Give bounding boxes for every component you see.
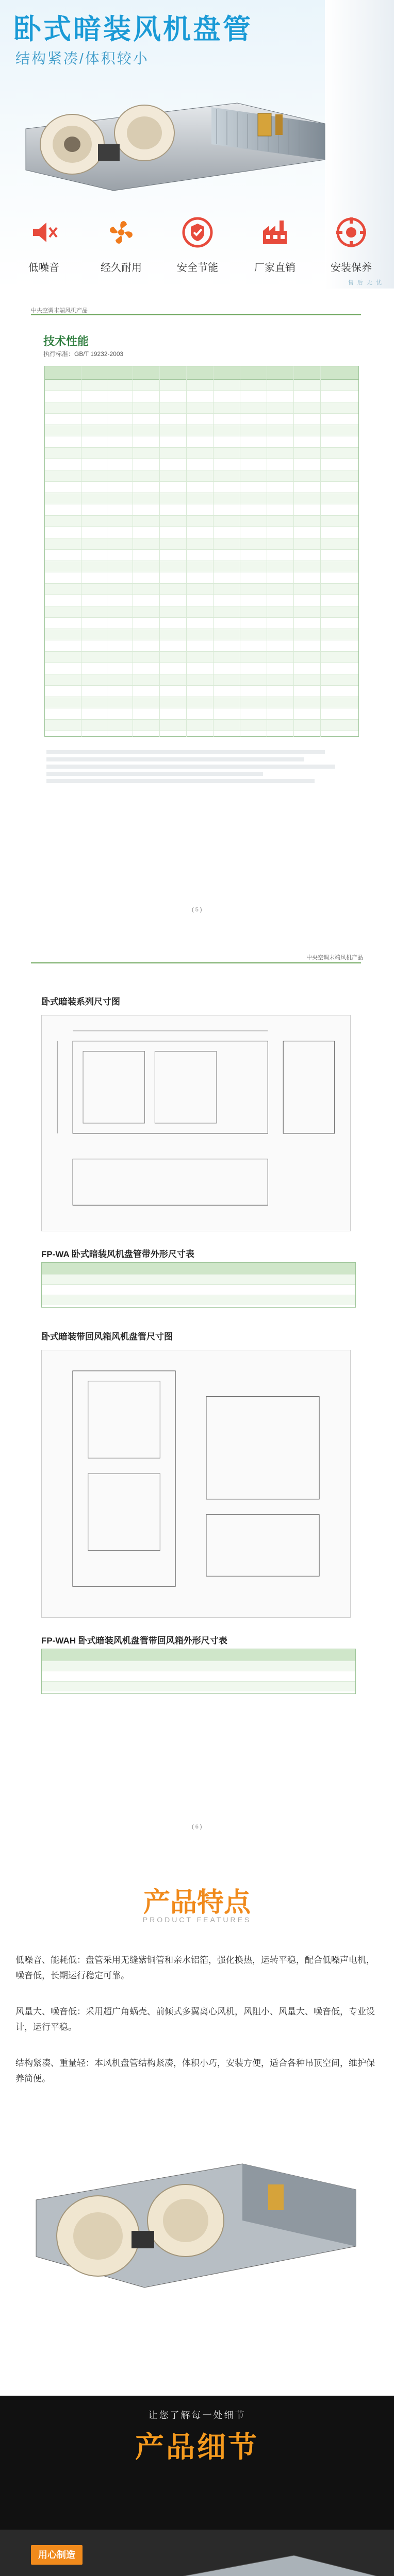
quality-tag: 用心制造 <box>31 2545 83 2565</box>
details-hero <box>0 2530 394 2576</box>
feature-label: 低噪音 <box>28 262 59 274</box>
page-number: ( 5 ) <box>192 907 202 913</box>
spec-table-rows <box>45 380 358 731</box>
dimension-table-wah <box>41 1649 356 1694</box>
doc-header: 中央空调末端风机产品 <box>31 308 88 314</box>
spec-table-header <box>45 366 358 380</box>
hero-note: 售 后 无 忧 <box>348 280 383 286</box>
feature-label: 经久耐用 <box>101 262 142 274</box>
table-title: FP-WAH 卧式暗装风机盘管带回风箱外形尺寸表 <box>41 1636 227 1646</box>
doc-header: 中央空调末端风机产品 <box>306 955 363 961</box>
feature-label: 安全节能 <box>177 262 218 274</box>
details-header-band <box>0 2396 394 2530</box>
product-subtitle: 结构紧凑/体积较小 <box>15 50 149 66</box>
details-caption: 让您了解每一处细节 <box>148 2410 246 2420</box>
hero-banner <box>0 0 394 289</box>
fan-icon <box>105 216 137 248</box>
detail-product-photo <box>124 2540 382 2576</box>
feature-durable <box>83 216 160 289</box>
spec-notes <box>46 747 356 786</box>
spec-page-1 <box>0 289 394 927</box>
page-number: ( 6 ) <box>192 1824 202 1830</box>
feature-label: 安装保养 <box>331 262 372 274</box>
doc-header-bar <box>31 314 361 315</box>
spec-standard: 执行标准：GB/T 19232-2003 <box>43 350 124 358</box>
factory-direct-icon <box>259 216 291 248</box>
safety-shield-icon <box>182 216 214 248</box>
spec-page-2 <box>0 927 394 1855</box>
spec-title: 技术性能 <box>43 335 89 348</box>
feature-icons-row <box>0 216 394 289</box>
product-details-section <box>0 2396 394 2576</box>
feature-install <box>313 216 390 289</box>
section-title: 产品特点 <box>143 1888 251 1918</box>
details-title: 产品细节 <box>135 2431 259 2463</box>
feature-paragraph: 风量大、噪音低：采用超广角蜗壳、前倾式多翼离心风机，风阻小、风量大、噪音低，专业设计，运行平稳。 <box>15 2007 375 2032</box>
speaker-mute-icon <box>28 216 60 248</box>
section-subtitle: PRODUCT FEATURES <box>142 1916 252 1924</box>
feature-label: 厂家直销 <box>254 262 296 274</box>
doc-header-bar <box>31 962 361 963</box>
feature-paragraph: 低噪音、能耗低：盘管采用无缝紫铜管和亲水铝箔，强化换热，运转平稳，配合低噪声电机，噪音低，长期运行稳定可靠。 <box>15 1955 375 1980</box>
feature-paragraph: 结构紧凑、重量轻：本风机盘管结构紧凑，体积小巧，安装方便，适合各种吊顶空间，维护保养简便。 <box>15 2058 375 2083</box>
dimension-table-wa <box>41 1262 356 1308</box>
product-features-section <box>0 1855 394 2396</box>
feature-low-noise <box>5 216 83 289</box>
after-sale-icon <box>335 216 367 248</box>
product-title: 卧式暗装风机盘管 <box>13 14 253 45</box>
spec-table <box>44 366 359 737</box>
table-title: FP-WA 卧式暗装风机盘管带外形尺寸表 <box>41 1249 194 1259</box>
dimension-drawing <box>41 1015 351 1231</box>
feature-safe <box>159 216 236 289</box>
product-photo <box>26 2143 366 2298</box>
feature-factory <box>236 216 314 289</box>
drawing-title: 卧式暗装带回风箱风机盘管尺寸图 <box>41 1332 173 1342</box>
fan-coil-unit-image <box>15 67 346 196</box>
dimension-drawing-return-box <box>41 1350 351 1618</box>
drawing-title: 卧式暗装系列尺寸图 <box>41 997 120 1007</box>
